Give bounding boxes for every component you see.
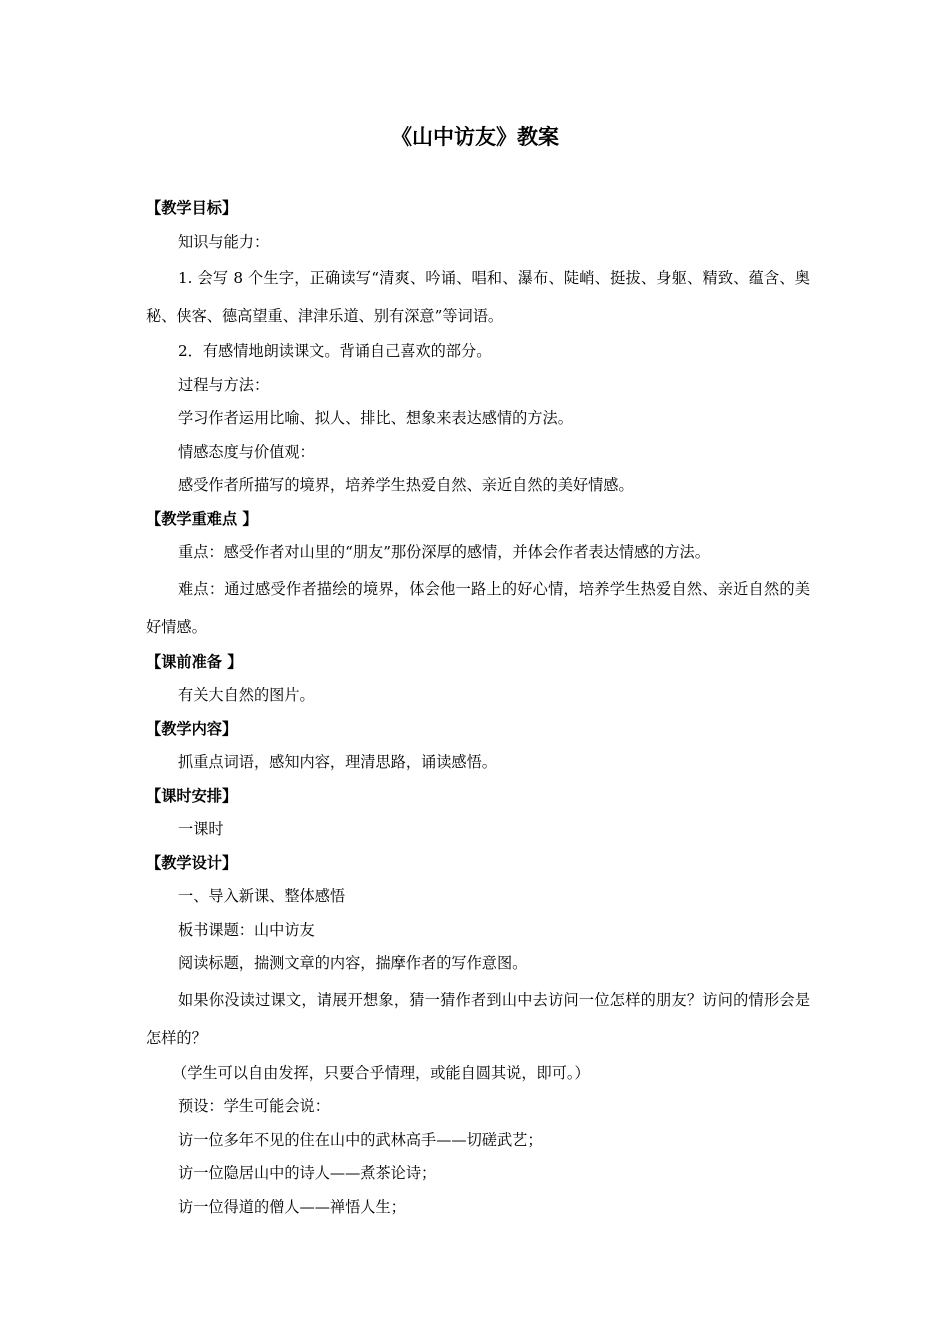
knowledge-label: 知识与能力： <box>178 232 270 251</box>
document-body <box>146 192 810 1224</box>
design-read-title: 阅读标题，揣测文章的内容，揣摩作者的写作意图。 <box>178 954 528 972</box>
document-title: 《山中访友》教案 <box>391 125 559 149</box>
heading-schedule: 【课时安排】 <box>146 786 238 805</box>
key-point-focus: 重点：感受作者对山里的“朋友”那份深厚的感情，并体会作者表达情感的方法。 <box>178 543 710 561</box>
key-point-difficulty: 难点：通过感受作者描绘的境界，体会他一路上的好心情，培养学生热爱自然、亲近自然的美好情感。 <box>146 579 810 636</box>
design-step-1: 一、导入新课、整体感悟 <box>178 887 346 905</box>
heading-objectives: 【教学目标】 <box>146 199 238 217</box>
design-question: 如果你没读过课文，请展开想象，猜一猜作者到山中去访问一位怎样的朋友？访问的情形会是怎样的？ <box>146 990 810 1047</box>
heading-key-points: 【教学重难点 】 <box>146 509 258 528</box>
design-preset: 预设：学生可能会说： <box>178 1097 330 1115</box>
process-label: 过程与方法： <box>178 375 270 394</box>
content-text: 抓重点词语，感知内容，理清思路，诵读感悟。 <box>178 753 497 771</box>
heading-preparation: 【课前准备 】 <box>146 652 243 671</box>
heading-design: 【教学设计】 <box>146 853 238 872</box>
design-board: 板书课题：山中访友 <box>178 920 315 939</box>
emotion-text: 感受作者所描写的境界，培养学生热爱自然、亲近自然的美好情感。 <box>178 476 634 494</box>
objective-item-1: 1. 会写 8 个生字，正确读写“清爽、吟诵、唱和、瀑布、陡峭、挺拔、身躯、精致、蕴含、奥秘、侠客、德高望重、津津乐道、别有深意”等词语。 <box>146 269 810 325</box>
schedule-text: 一课时 <box>178 820 224 838</box>
design-answer-1: 访一位多年不见的住在山中的武林高手——切磋武艺； <box>178 1130 543 1149</box>
emotion-label: 情感态度与价值观： <box>178 442 315 461</box>
heading-content: 【教学内容】 <box>146 719 238 738</box>
objective-item-2: 2．有感情地朗读课文。背诵自己喜欢的部分。 <box>178 342 492 360</box>
design-note: （学生可以自由发挥，只要合乎情理，或能自圆其说，即可。） <box>172 1063 590 1082</box>
design-answer-3: 访一位得道的僧人——禅悟人生； <box>178 1197 406 1216</box>
design-answer-2: 访一位隐居山中的诗人——煮茶论诗； <box>178 1164 437 1182</box>
preparation-text: 有关大自然的图片。 <box>178 686 315 704</box>
process-text: 学习作者运用比喻、拟人、排比、想象来表达感情的方法。 <box>178 409 573 427</box>
